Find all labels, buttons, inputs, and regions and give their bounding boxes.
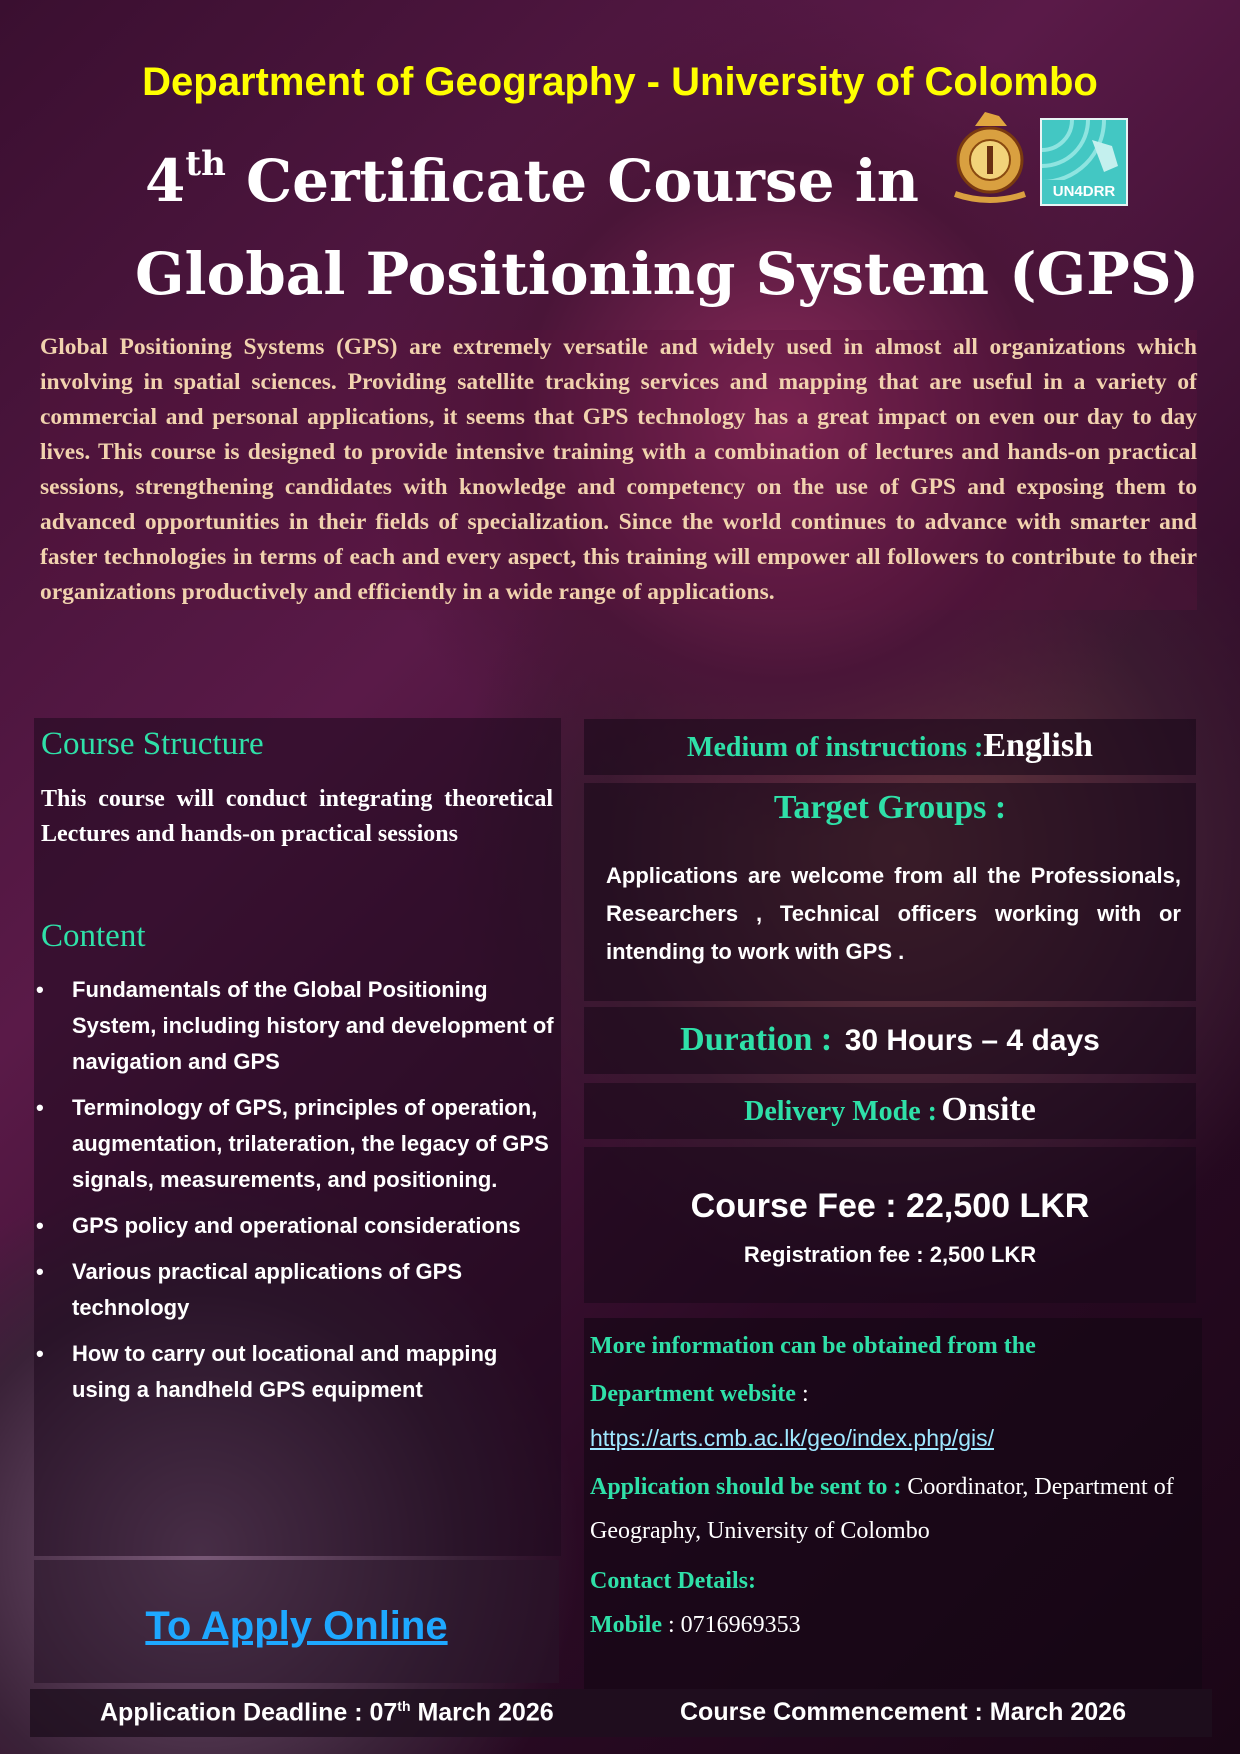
fee-box (584, 1147, 1196, 1303)
apply-online-link[interactable]: To Apply Online (145, 1604, 448, 1648)
title-number: 4 (145, 147, 186, 215)
medium-value: English (983, 727, 1093, 764)
medium-label: Medium of instructions : (687, 732, 984, 763)
mobile-line (590, 1603, 1196, 1647)
course-structure-text: This course will conduct integrating theoretical Lectures and hands-on practical sessions (41, 786, 553, 847)
target-groups-heading: Target Groups : (773, 789, 1007, 826)
intro-paragraph: Global Positioning Systems (GPS) are extremely versatile and widely used in almost all organizations which involving in spatial sciences. Providing satellite tracking services and mapping that are useful in a variety of commercial and personal applications, it seems that GPS technology has a great impact on even our day to day lives. This course is designed to provide intensive training with a combination of lectures and hands-on practical sessions, strengthening candidates with knowledge and competency on the use of GPS and exposing them to advanced opportunities in their fields of specialization. Since the world continues to advance with smarter and faster technologies in terms of each and every aspect, this training will empower all followers to contribute to their organizations productively and efficiently in a wide range of applications. (40, 330, 1197, 610)
application-line (590, 1465, 1196, 1553)
deadline-ordinal: th (397, 1698, 411, 1714)
content-item: • Various practical applications of GPS technology (34, 1254, 559, 1326)
content-item: • Terminology of GPS, principles of operation, augmentation, trilateration, the legacy of GPS signals, measurements, and positioning. (34, 1090, 559, 1198)
un4drr-logo (1040, 118, 1128, 206)
left-column-panel (34, 718, 561, 1556)
un4drr-logo-text: UN4DRR (1052, 183, 1116, 200)
contact-heading: Contact Details: (590, 1568, 756, 1594)
duration-value: 30 Hours – 4 days (844, 1024, 1100, 1057)
registration-fee: Registration fee : 2,500 LKR (743, 1242, 1037, 1267)
course-title-line1 (145, 144, 919, 215)
title-line1-text: Certificate Course in (225, 147, 919, 215)
content-item: • How to carry out locational and mapping using a handheld GPS equipment (34, 1336, 559, 1408)
content-item: • Fundamentals of the Global Positioning System, including history and development of navigation and GPS (34, 972, 559, 1080)
duration-label: Duration : (680, 1021, 833, 1058)
course-structure-heading: Course Structure (41, 726, 264, 762)
target-groups-box (584, 783, 1196, 1001)
deadline-label: Application Deadline : 07 (100, 1698, 398, 1727)
content-heading: Content (41, 918, 146, 954)
footer-bar (30, 1689, 1212, 1737)
course-fee: Course Fee : 22,500 LKR (690, 1187, 1090, 1225)
deadline-date: March 2026 (410, 1698, 554, 1727)
medium-box (584, 719, 1196, 775)
application-deadline (100, 1698, 554, 1727)
website-link[interactable]: https://arts.cmb.ac.lk/geo/index.php/gis/ (590, 1425, 994, 1451)
more-info-box (584, 1318, 1202, 1689)
duration-box (584, 1007, 1196, 1074)
target-groups-text: Applications are welcome from all the Professionals, Researchers , Technical officers working with or intending to work with GPS . (606, 863, 1181, 964)
application-label: Application should be sent to : (590, 1474, 902, 1500)
title-ordinal: th (185, 144, 226, 184)
delivery-mode-box (584, 1083, 1196, 1139)
application-value: Coordinator, Department of Geography, University of Colombo (590, 1474, 1174, 1544)
university-of-colombo-logo (945, 108, 1035, 208)
course-commencement: Course Commencement : March 2026 (680, 1698, 1126, 1726)
delivery-mode-label: Delivery Mode : (744, 1096, 937, 1127)
website-label: Department website (590, 1381, 796, 1407)
more-info-intro: More information can be obtained from the (590, 1333, 1036, 1359)
course-title-line2: Global Positioning System (GPS) (135, 240, 1200, 308)
content-item: • GPS policy and operational considerations (34, 1208, 559, 1244)
website-separator: : (795, 1381, 809, 1407)
content-list (34, 972, 559, 1418)
mobile-label: Mobile (590, 1612, 662, 1638)
apply-panel (34, 1560, 559, 1683)
mobile-value: : 0716969353 (662, 1612, 801, 1638)
delivery-mode-value: Onsite (941, 1091, 1036, 1128)
department-title: Department of Geography - University of Colombo (142, 60, 1098, 104)
website-line (590, 1372, 1196, 1461)
